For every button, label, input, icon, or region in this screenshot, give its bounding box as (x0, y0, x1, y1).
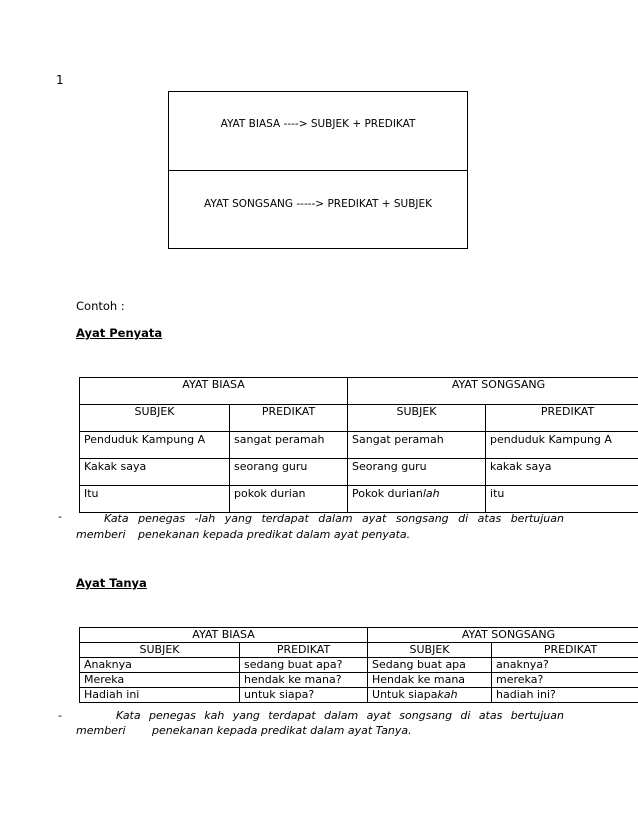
table-cell: itu (486, 486, 638, 513)
note-tanya-line1: Kata penegas kah yang terdapat dalam ayat songsang di atas bertujuan (116, 709, 564, 722)
cell-suffix-lah: lah (422, 487, 440, 500)
column-header: SUBJEK (80, 405, 230, 432)
table-cell: Hadiah ini (80, 688, 240, 703)
formula-ayat-songsang: AYAT SONGSANG -----> PREDIKAT + SUBJEK (203, 198, 433, 210)
group-header-ayat-songsang: AYAT SONGSANG (348, 378, 638, 405)
table-cell: hadiah ini? (492, 688, 638, 703)
table-cell: kakak saya (486, 459, 638, 486)
table-row (80, 432, 638, 459)
table-cell: hendak ke mana? (240, 673, 368, 688)
table-cell: seorang guru (230, 459, 348, 486)
table-cell: Sangat peramah (348, 432, 486, 459)
column-header: PREDIKAT (230, 405, 348, 432)
column-header: SUBJEK (368, 643, 492, 658)
table-ayat-tanya (79, 627, 638, 703)
group-header-ayat-biasa: AYAT BIASA (80, 628, 368, 643)
group-header-ayat-songsang: AYAT SONGSANG (368, 628, 638, 643)
table-cell: mereka? (492, 673, 638, 688)
table-cell: Seorang guru (348, 459, 486, 486)
table-cell: Itu (80, 486, 230, 513)
formula-divider (169, 170, 467, 171)
table-cell: anaknya? (492, 658, 638, 673)
table-row (80, 459, 638, 486)
table-cell: sedang buat apa? (240, 658, 368, 673)
note-penyata-line2 (76, 526, 410, 543)
table-cell: penduduk Kampung A (486, 432, 638, 459)
table-column-header-row (80, 405, 638, 432)
table-row (80, 673, 638, 688)
column-header: SUBJEK (348, 405, 486, 432)
column-header: PREDIKAT (492, 643, 638, 658)
table-group-header-row (80, 378, 638, 405)
group-header-ayat-biasa: AYAT BIASA (80, 378, 348, 405)
table-row (80, 486, 638, 513)
formula-box (168, 91, 468, 249)
note-rest: penekanan kepada predikat dalam ayat Tanya. (152, 724, 412, 737)
table-cell: Penduduk Kampung A (80, 432, 230, 459)
note-rest: penekanan kepada predikat dalam ayat penyata. (138, 528, 411, 541)
column-header: PREDIKAT (486, 405, 638, 432)
formula-ayat-biasa: AYAT BIASA ----> SUBJEK + PREDIKAT (220, 118, 416, 130)
note-bullet: - (58, 510, 62, 523)
table-row (80, 658, 638, 673)
table-cell: Mereka (80, 673, 240, 688)
cell-text: Pokok durian (352, 487, 423, 500)
table-cell: Anaknya (80, 658, 240, 673)
contoh-label: Contoh : (76, 299, 125, 313)
column-header: PREDIKAT (240, 643, 368, 658)
note-tanya-line2 (76, 722, 412, 739)
table-cell (368, 688, 492, 703)
table-column-header-row (80, 643, 638, 658)
page-number: 1 (56, 73, 64, 87)
table-cell: Kakak saya (80, 459, 230, 486)
table-cell: untuk siapa? (240, 688, 368, 703)
note-lead-word: memberi (76, 724, 126, 737)
table-row (80, 688, 638, 703)
column-header: SUBJEK (80, 643, 240, 658)
heading-ayat-penyata: Ayat Penyata (76, 326, 163, 340)
table-cell: sangat peramah (230, 432, 348, 459)
note-bullet: - (58, 709, 62, 722)
table-cell: Sedang buat apa (368, 658, 492, 673)
cell-text: Untuk siapa (372, 688, 438, 701)
table-cell: pokok durian (230, 486, 348, 513)
table-group-header-row (80, 628, 638, 643)
cell-suffix-kah: kah (437, 688, 458, 701)
note-penyata-line1: Kata penegas -lah yang terdapat dalam ayat songsang di atas bertujuan (104, 512, 564, 525)
table-cell: Hendak ke mana (368, 673, 492, 688)
note-lead-word: memberi (76, 528, 126, 541)
table-cell (348, 486, 486, 513)
heading-ayat-tanya: Ayat Tanya (76, 576, 147, 590)
table-ayat-penyata (79, 377, 638, 513)
